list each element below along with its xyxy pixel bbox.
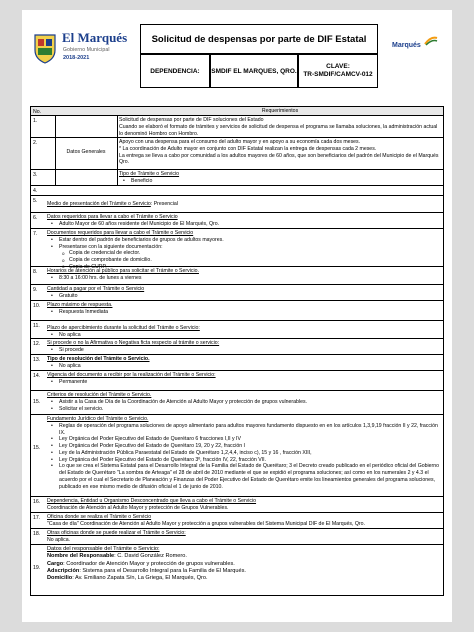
table-row-6	[30, 212, 444, 228]
r16-item-4: • Ley de la Administración Pública Paraestatal del Estado de Querétaro 1,2,4,4, inciso c), 15 y 16 , fracción XIII,	[47, 450, 441, 457]
table-row-14	[30, 370, 444, 390]
row-number: 6.	[33, 215, 38, 221]
col-divider	[55, 116, 56, 137]
row-content	[47, 339, 441, 354]
r19-value: No aplica.	[47, 536, 71, 543]
row-number: 8.	[33, 269, 38, 275]
r16-item-1: • Reglas de operación del programa soluciones de apoyo alimentario para adultos mayores fundamento dispuesto en en los artículos 1,3,9,19 fracción II y 22, fracción IX.	[47, 423, 441, 437]
table-row-2	[30, 137, 444, 169]
r7-sub-2: o Copia de comprobante de domicilio.	[47, 257, 441, 264]
table-row-5	[30, 195, 444, 212]
row-number: 3.	[33, 172, 38, 178]
row-number: 17.	[33, 515, 41, 521]
el-marques-logo	[30, 24, 138, 88]
row-number: 5.	[33, 198, 38, 204]
responsable-label: Nombre del Responsable	[47, 553, 115, 560]
r1-line-1: Solicitud de despensas por parte de DIF soluciones del Estado	[119, 117, 264, 123]
row-number: 15.	[33, 399, 41, 405]
r7-item-1: • Estar dentro del padrón de beneficiarios de grupos de adultos mayores.	[47, 237, 441, 244]
row-number: 18.	[33, 531, 41, 537]
table-row-15	[30, 390, 444, 414]
r14-item: • Permanente	[47, 379, 441, 386]
row-content	[47, 213, 441, 228]
row-content	[47, 391, 441, 412]
r3-title: Tipo de Trámite o Servicio	[119, 171, 180, 177]
row-content	[47, 301, 441, 316]
r3-item: • Beneficio	[119, 178, 441, 185]
row-content	[47, 324, 441, 339]
responsable-value: : C. David González Romero.	[114, 553, 187, 560]
brand-subtitle: Gobierno Municipal	[63, 47, 110, 53]
cargo-value: : Coordinador de Atención Mayor y protección de grupos vulnerables.	[63, 560, 235, 567]
domicilio-label: Domicilio	[47, 575, 73, 582]
r19-title: Otras oficinas donde se puede realizar el Trámite o Servicio:	[47, 530, 186, 536]
row-content	[47, 229, 441, 271]
table-row-19	[30, 528, 444, 544]
r16-title: Fundamento Jurídico del Trámite o Servicio.	[47, 416, 149, 422]
table-row-1	[30, 115, 444, 137]
table-row-18	[30, 512, 444, 528]
cargo-line	[47, 561, 441, 568]
table-row-20	[30, 544, 444, 596]
r13-title: Tipo de resolución del Trámite o Servicio.	[47, 356, 150, 362]
row-number: 2.	[33, 140, 38, 146]
municipal-crest-icon	[32, 32, 58, 64]
cargo-label: Cargo	[47, 560, 64, 567]
table-row-17	[30, 496, 444, 512]
table-row-4	[30, 185, 444, 195]
r9-item: • Gratuito	[47, 293, 441, 300]
document-page	[22, 10, 452, 622]
brand-name: El Marqués	[62, 30, 128, 45]
r14-title: Vigencia del documento a recibir por la realización del Trámite o Servicio:	[47, 372, 216, 378]
marques-right-logo	[388, 34, 444, 74]
table-row-12	[30, 338, 444, 354]
dependencia-label: DEPENDENCIA:	[140, 54, 210, 88]
r7-title: Documentos requeridos para llevar a cabo el Trámite o Servicio	[47, 230, 194, 236]
r5-title: Medio de presentación del Trámite o Servicio	[47, 201, 151, 207]
r7-sub-1: o Copia de credencial de elector.	[47, 250, 441, 257]
swoosh-icon	[424, 36, 438, 46]
r7-sub-3: o Copia de CURP.	[47, 264, 441, 271]
row-number: 7.	[33, 231, 38, 237]
requirements-table	[30, 106, 444, 616]
domicilio-value: : Av. Emiliano Zapata S/n, La Griega, El Marqués, Qro.	[72, 575, 208, 582]
col-no-header: No.	[33, 109, 42, 115]
row-content	[47, 545, 441, 582]
r9-title: Cantidad a pagar por el Trámite o Servicio	[47, 286, 145, 292]
r18-value: "Casa de día" Coordinación de Atención al Adulto Mayor y protección a grupos vulnerables del Sistema Municipal DIF de El Marqués, Qro.	[47, 520, 365, 527]
r2-line-3: La entrega se lleva a cabo por comunidad a los adultos mayores de 60 años, que son beneficiarios del padrón del Municipio de el Marqués Qro.	[119, 152, 439, 166]
r15-item-2: • Solicitar el servicio.	[47, 406, 441, 413]
row-number: 15.	[33, 445, 41, 451]
r20-title: Datos del responsable del Trámite o Servicio:	[47, 546, 160, 552]
row-content	[47, 371, 441, 386]
r16-item-3: • Ley Orgánica del Poder Ejecutivo del Estado de Querétaro 19, 20 y 22, fracción I	[47, 443, 441, 450]
row-content	[119, 170, 441, 185]
r11-item: • No aplica	[47, 332, 441, 339]
table-row-7	[30, 228, 444, 270]
r13-item: • No aplica	[47, 363, 441, 370]
adscripcion-value: : Sistema para el Desarrollo Integral para la Familia de El Marqués.	[79, 567, 246, 574]
col-req-header: Requerimientos	[261, 108, 299, 114]
document-title: Solicitud de despensas por parte de DIF Estatal	[140, 24, 378, 54]
row-content	[47, 529, 441, 544]
row-content	[47, 415, 441, 490]
r11-title: Plazo de apercibimiento durante la solicitud del Trámite o Servicio:	[47, 325, 200, 331]
table-row-10	[30, 300, 444, 320]
r5-value: : Presencial	[150, 201, 178, 207]
r10-item: • Respuesta Inmediata	[47, 309, 441, 316]
r12-item: • Si procede	[47, 347, 441, 354]
row-number: 4.	[33, 188, 38, 194]
table-row-9	[30, 284, 444, 300]
table-row-8	[30, 266, 444, 284]
clave-label: CLAVE:	[326, 63, 350, 71]
r8-title: Horarios de atención al público para solicitar el Trámite o Servicio.	[47, 268, 199, 274]
table-row-11	[30, 320, 444, 338]
right-logo-text: Marqués	[392, 42, 421, 49]
r6-title: Datos requeridos para llevar a cabo el Trámite o Servicio	[47, 214, 178, 220]
r10-title: Plazo máximo de respuesta.	[47, 302, 113, 308]
r6-item: • Adulto Mayor de 60 años residente del Municipio de El Marqués, Qro.	[47, 221, 441, 228]
row-content	[47, 267, 441, 282]
adscripcion-line	[47, 568, 441, 575]
r7-item-2: • Presentarse con la siguiente documentación:	[47, 244, 441, 251]
clave-box	[298, 54, 378, 88]
row-number: 14.	[33, 373, 41, 379]
row-number: 1.	[33, 118, 38, 124]
row-number: 12.	[33, 341, 41, 347]
responsable-line	[47, 553, 441, 560]
r8-item: • 8:30 a 16:00 hrs. de lunes a viernes	[47, 275, 441, 282]
col-divider	[55, 170, 56, 185]
col-divider	[117, 138, 118, 169]
row-content	[47, 513, 441, 528]
dependencia-value: SMDIF EL MARQUES, QRO.	[210, 54, 298, 88]
table-row-13	[30, 354, 444, 370]
r2-line-1: Apoyo con una despensa para el consumo del adulto mayor y en apoyo a su economía cada dos meses.	[119, 139, 361, 145]
col-divider	[117, 170, 118, 185]
r15-title: Criterios de resolución del Trámite o Servicio.	[47, 392, 152, 398]
row-number: 13.	[33, 357, 41, 363]
clave-value: TR-SMDIF/CAMCV-012	[303, 71, 373, 78]
r2-line-2: * La coordinación de Adulto mayor en conjunto con DIF Estatal realizan la entrega de despensas cada 2 meses.	[119, 145, 377, 152]
r1-line-2: Cuando se elaboró el formato de trámites y servicios de solicitud de despensa el programa se llamaba soluciones, la administración actual lo denominó Hombro con Hombro.	[119, 123, 438, 137]
row-number: 10.	[33, 303, 41, 309]
r12-title: Si procede o no la Afirmativa o Negativa ficta respecto al trámite o servicio:	[47, 340, 220, 346]
row-content	[47, 200, 441, 208]
r17-value: Coordinación de Atención al Adulto Mayor y protección de Grupos Vulnerables.	[47, 504, 229, 511]
row-number: 16.	[33, 499, 41, 505]
row-number: 9.	[33, 287, 38, 293]
row-content	[47, 497, 441, 512]
row-content	[119, 138, 441, 166]
row-content	[47, 355, 441, 370]
r16-item-5: • Ley Orgánica del Poder Ejecutivo del Estado de Querétaro 3º, fracción IV, 22, fracción VII.	[47, 457, 441, 464]
datos-generales-label: Datos Generales	[66, 149, 106, 155]
r18-title: Oficina donde se realiza el Trámite o Servicio	[47, 514, 152, 520]
row-number: 19.	[33, 565, 41, 571]
r16-item-6: • Lo que se crea el Sistema Estatal para el Desarrollo Integral de la Familia del Estado de Querétaro; 3 el Decreto creado publicado en el periódico oficial del Gobierno del Estado de Querétaro "La sombra de Arteaga" el 28 de abril de 2010 mediante el que se expidió el programa soluciones; así como en los numerales 2 y 4.3 el acuerdo por el cual el Secretario de Planeación y Finanzas del Poder Ejecutivo del Estado de Querétaro emite los lineamientos generales del programa soluciones, publicado en ese mismo medio de difusión oficial el 1 de junio de 2010.	[47, 463, 441, 490]
domicilio-line	[47, 575, 441, 582]
row-content	[47, 285, 441, 300]
brand-years: 2018-2021	[63, 55, 90, 61]
adscripcion-label: Adscripción	[47, 567, 80, 574]
document-header	[30, 24, 444, 88]
table-row-16	[30, 414, 444, 496]
row-content	[119, 116, 441, 137]
row-number: 11.	[33, 323, 40, 329]
r17-title: Dependencia, Entidad u Organismo Desconcentrado que lleva a cabo el Trámite o Servicio	[47, 498, 257, 504]
table-row-3	[30, 169, 444, 185]
r16-item-2: • Ley Orgánica del Poder Ejecutivo del Estado de Querétaro 6 fracciones I,II y IV	[47, 436, 441, 443]
table-header-row	[30, 106, 444, 115]
col-divider	[117, 116, 118, 137]
r15-item-1: • Asistir a la Casa de Día de la Coordinación de Atención al Adulto Mayor y protección de grupos vulnerables.	[47, 399, 441, 406]
